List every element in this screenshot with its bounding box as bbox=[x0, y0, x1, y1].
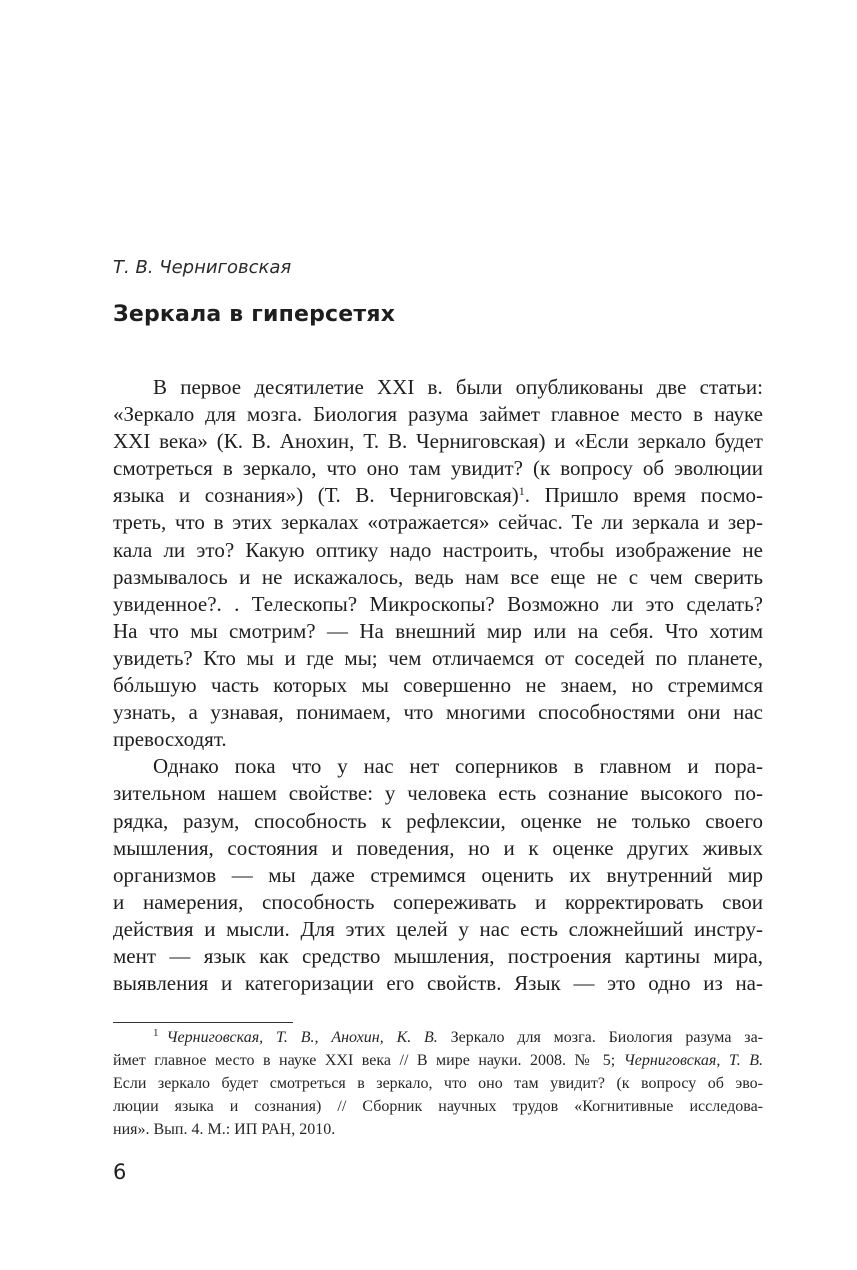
text-segment: языка и сознания») (Т. В. Черниговская) bbox=[113, 483, 519, 508]
text-line: треть, что в этих зеркалах «отражается» сейчас. Те ли зеркала и зер- bbox=[113, 510, 763, 535]
text-line: «Зеркало для мозга. Биология разума займет главное место в науке bbox=[113, 402, 763, 427]
text-line: узнать, а узнавая, понимаем, что многими способностями они нас bbox=[113, 700, 763, 725]
footnote-line bbox=[113, 1026, 763, 1049]
text-line: действия и мысли. Для этих целей у нас есть сложнейший инстру- bbox=[113, 916, 763, 941]
text-line: размывалось и не искажалось, ведь нам все еще не с чем сверить bbox=[113, 564, 763, 589]
text-line: бóльшую часть которых мы совершенно не знаем, но стремимся bbox=[113, 673, 763, 698]
text-line: рядка, разум, способность к рефлексии, оценке не только своего bbox=[113, 808, 763, 833]
text-line: увиденное?. . Телескопы? Микроскопы? Возможно ли это сделать? bbox=[113, 591, 763, 616]
article-body bbox=[113, 374, 763, 997]
text-line: выявления и категоризации его свойств. Язык — это одно из на- bbox=[113, 971, 763, 996]
footnote-line: ния». Вып. 4. М.: ИП РАН, 2010. bbox=[113, 1121, 336, 1138]
footnote-divider bbox=[113, 1022, 293, 1023]
article-author: Т. В. Черниговская bbox=[113, 257, 292, 278]
text-segment: Зеркало для мозга. Биология разума за- bbox=[437, 1029, 764, 1046]
text-line: мышления, состояния и поведения, но и к оценке других живых bbox=[113, 835, 763, 860]
text-line: Однако пока что у нас нет соперников в главном и пора- bbox=[153, 754, 763, 779]
text-segment: ймет главное место в науке XXI века // В мире науки. 2008. № 5; bbox=[113, 1052, 624, 1069]
text-line: смотреться в зеркало, что оно там увидит? (к вопросу об эволюции bbox=[113, 456, 763, 481]
text-line: XXI века» (К. В. Анохин, Т. В. Черниговская) и «Если зеркало будет bbox=[113, 429, 763, 454]
text-line: В первое десятилетие XXI в. были опубликованы две статьи: bbox=[153, 375, 763, 399]
footnote-number: 1 bbox=[153, 1027, 159, 1039]
text-line bbox=[113, 482, 763, 509]
footnote-line: Если зеркало будет смотреться в зеркало, что оно там увидит? (к вопросу об эво- bbox=[113, 1075, 763, 1092]
text-line: кала ли это? Какую оптику надо настроить, чтобы изображение не bbox=[113, 537, 763, 562]
text-line: мент — язык как средство мышления, построения картины мира, bbox=[113, 943, 763, 968]
footnote bbox=[113, 1026, 763, 1141]
page-number: 6 bbox=[113, 1160, 127, 1184]
footnote-line: люции языка и сознания) // Сборник научных трудов «Когнитивные исследова- bbox=[113, 1098, 763, 1115]
footnote-authors: Черниговская, Т. В. bbox=[623, 1052, 763, 1069]
text-line: увидеть? Кто мы и где мы; чем отличаемся от соседей по планете, bbox=[113, 645, 763, 670]
text-line: зительном нашем свойстве: у человека есть сознание высокого по- bbox=[113, 781, 763, 806]
text-line: На что мы смотрим? — На внешний мир или на себя. Что хотим bbox=[113, 618, 763, 643]
footnote-marker: 1 bbox=[518, 484, 525, 499]
text-line: и намерения, способность сопереживать и корректировать свои bbox=[113, 889, 763, 914]
text-line: превосходят. bbox=[113, 727, 227, 752]
text-line: организмов — мы даже стремимся оценить их внутренний мир bbox=[113, 862, 763, 887]
footnote-line bbox=[113, 1049, 763, 1072]
article-title: Зеркала в гиперсетях bbox=[113, 302, 396, 327]
footnote-authors: Черниговская, Т. В., Анохин, К. В. bbox=[166, 1029, 438, 1046]
text-segment: . Пришло время посмо- bbox=[524, 483, 763, 508]
